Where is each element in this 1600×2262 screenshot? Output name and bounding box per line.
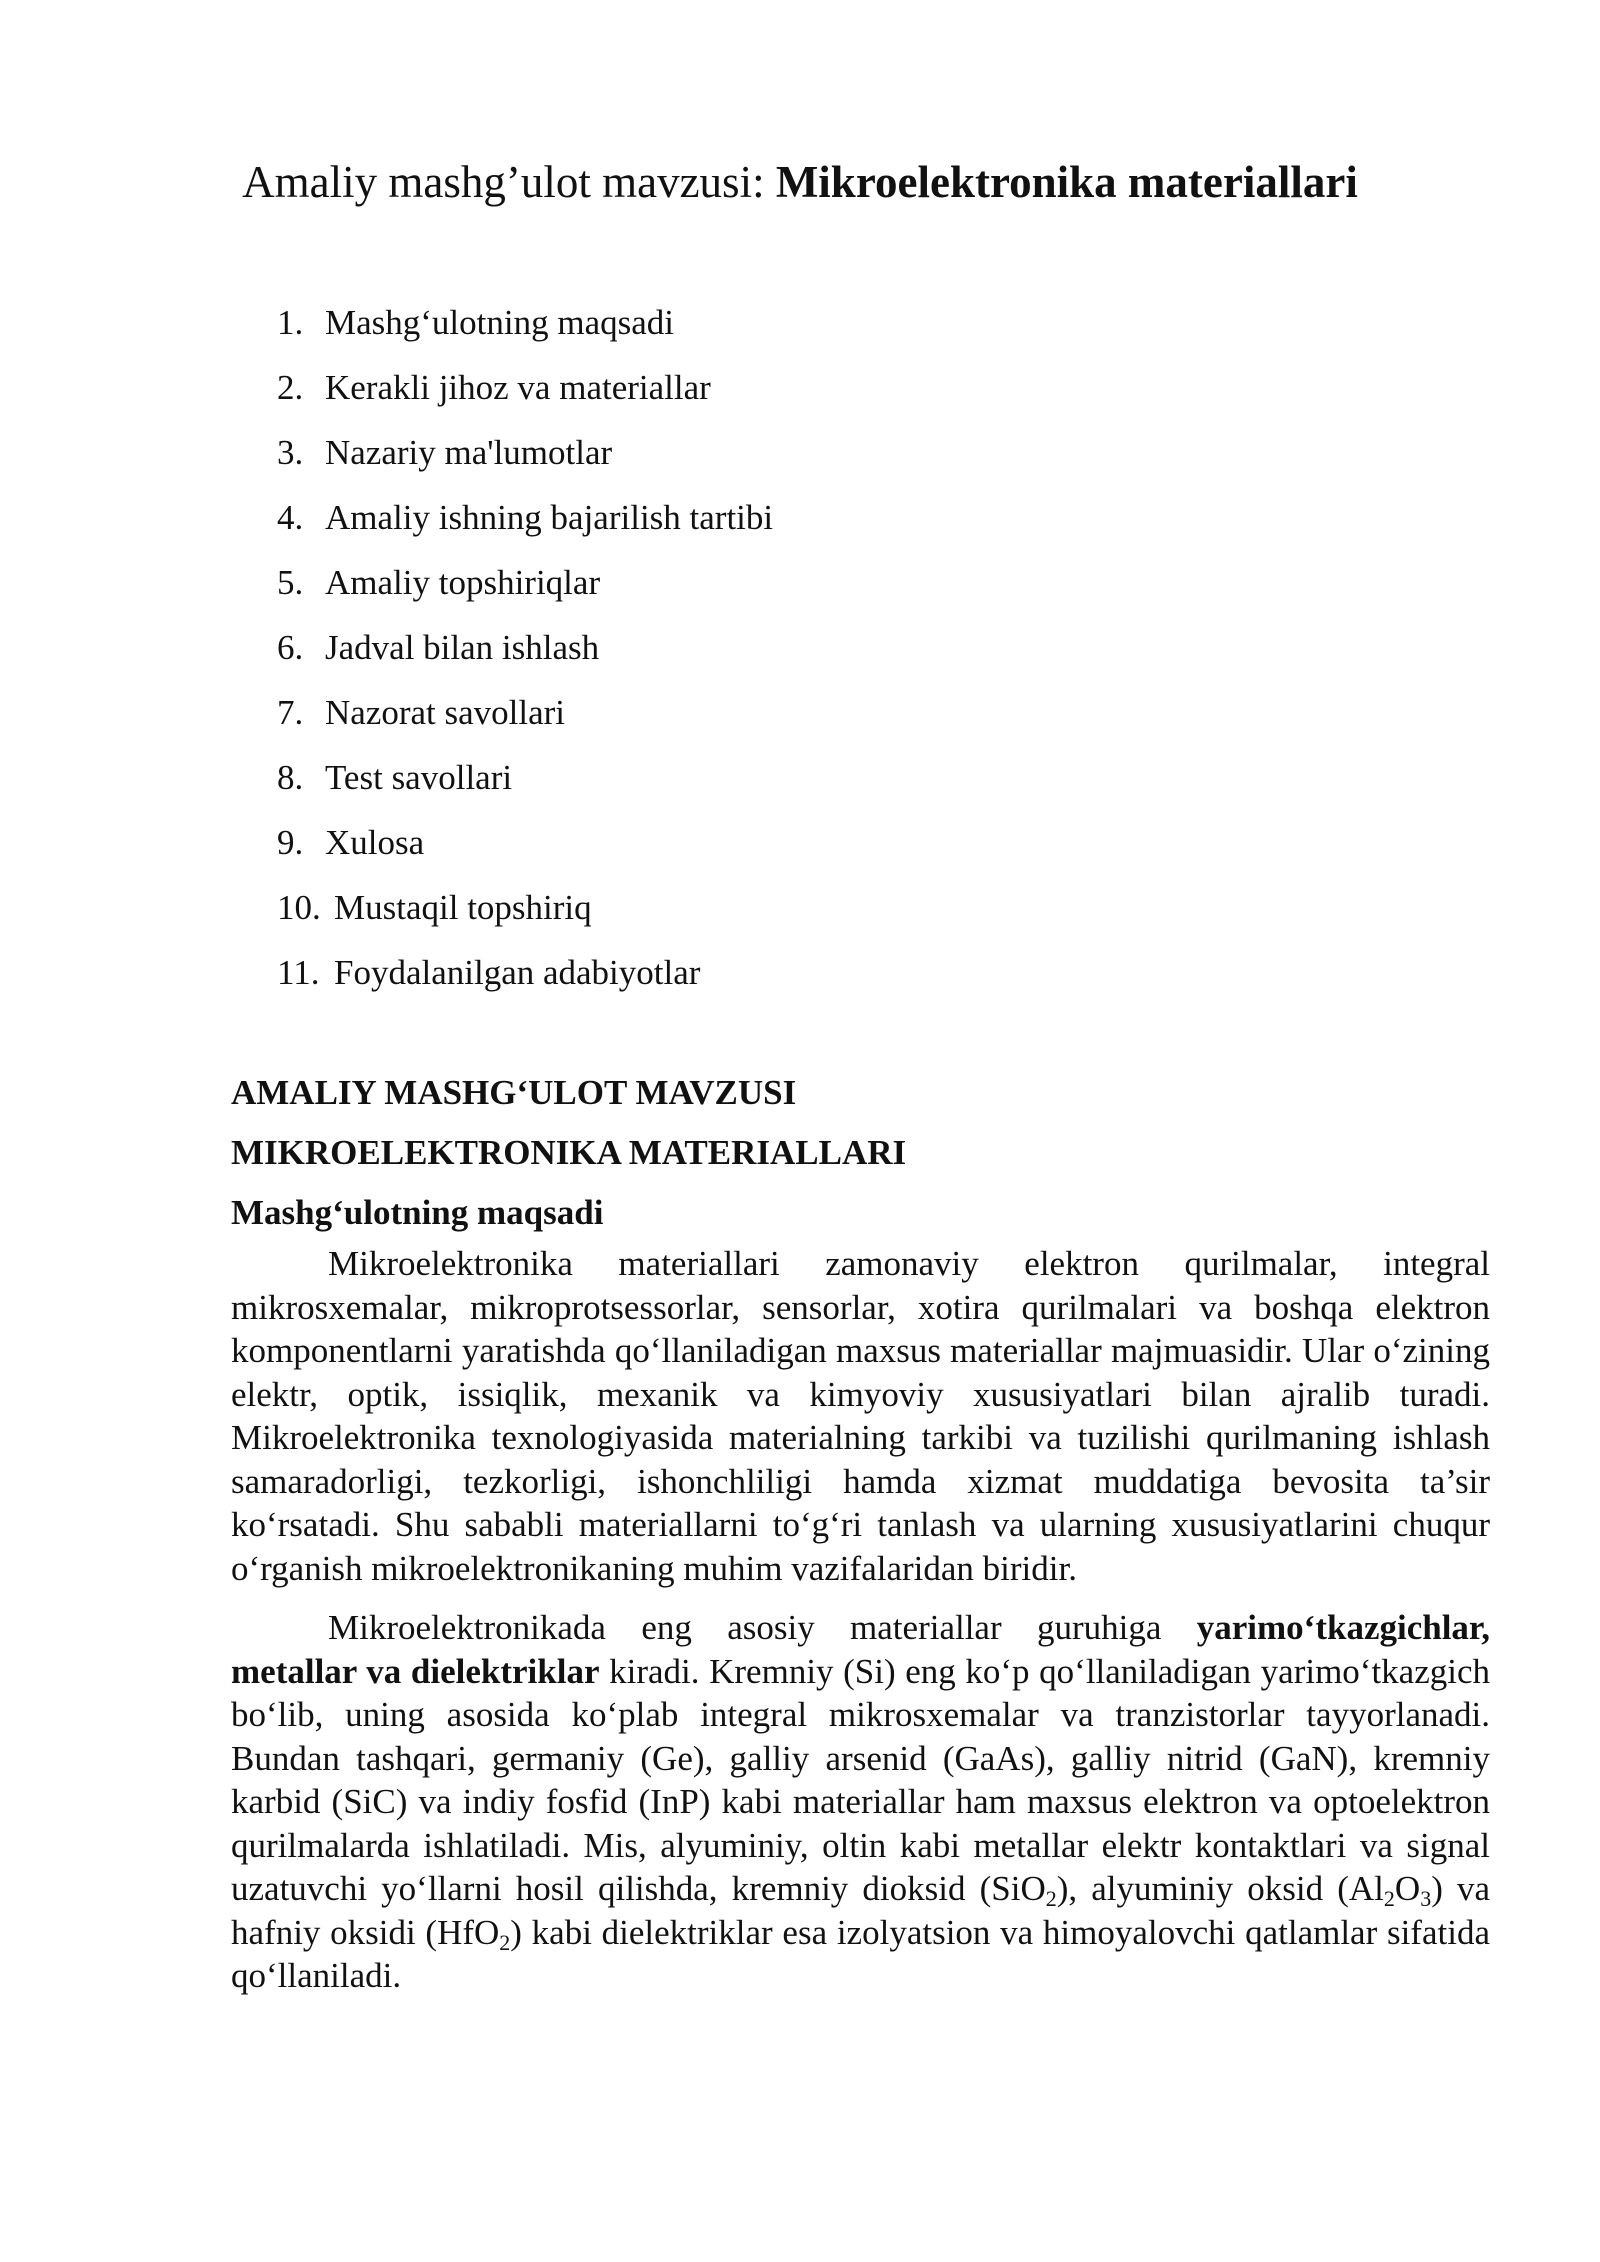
document-body: [231, 1070, 1490, 1998]
toc-item-label: Mustaqil topshiriq: [334, 888, 592, 927]
toc-item: [277, 420, 773, 485]
paragraph-bold-text: yarimo‘tkazgichlar, metallar va dielektriklar: [231, 1608, 1490, 1691]
topic-heading: AMALIY MASHG‘ULOT MAVZUSI: [231, 1073, 797, 1112]
toc-item: [277, 940, 773, 1005]
table-of-contents: [277, 290, 773, 1005]
toc-item-label: Xulosa: [325, 823, 425, 862]
document-title: [0, 152, 1600, 212]
subscript: 2: [1383, 1886, 1395, 1911]
title-bold-part: Mikroelektronika materiallari: [775, 157, 1358, 207]
toc-item-number: 7.: [277, 693, 304, 732]
toc-item-number: 6.: [277, 628, 304, 667]
toc-item-label: Amaliy ishning bajarilish tartibi: [325, 498, 774, 537]
toc-item-number: 3.: [277, 433, 304, 472]
toc-item: [277, 810, 773, 875]
toc-item-label: Test savollari: [325, 758, 513, 797]
toc-item-label: Foydalanilgan adabiyotlar: [334, 953, 701, 992]
title-regular-part: Amaliy mashg’ulot mavzusi:: [242, 157, 776, 207]
toc-item-number: 4.: [277, 498, 304, 537]
paragraph-text: kiradi. Kremniy (Si) eng ko‘p qo‘llaniladigan yarimo‘tkazgich bo‘lib, uning asosida ko‘plab integral mikrosxemalar va tranzistorlar tayyorlanadi. Bundan tashqari, germaniy (Ge), galliy arsenid (GaAs), galliy nitrid (GaN), kremniy karbid (SiC) va indiy fosfid (InP) kabi materiallar ham maxsus elektron va optoelektron qurilmalarda ishlatiladi. Mis, alyuminiy, oltin kabi metallar elektr kontaktlari va signal uzatuvchi yo‘llarni hosil qilishda, kremniy dioksid (SiO: [231, 1651, 1490, 1908]
paragraph-text: ) va hafniy oksidi (HfO: [231, 1869, 1491, 1952]
paragraph-text: ) kabi dielektriklar esa izolyatsion va himoyalovchi qatlamlar sifatida qo‘llaniladi.: [231, 1912, 1490, 1995]
subscript: 2: [1045, 1886, 1057, 1911]
toc-item: [277, 875, 773, 940]
toc-item-number: 8.: [277, 758, 304, 797]
goal-heading: Mashg‘ulotning maqsadi: [231, 1193, 604, 1232]
toc-item: [277, 290, 773, 355]
toc-item-number: 2.: [277, 368, 304, 407]
toc-item-label: Jadval bilan ishlash: [325, 628, 600, 667]
toc-item-label: Mashg‘ulotning maqsadi: [325, 303, 674, 342]
toc-item: [277, 680, 773, 745]
toc-item-number: 5.: [277, 563, 304, 602]
subject-heading: MIKROELEKTRONIKA MATERIALLARI: [231, 1133, 907, 1172]
subscript: 2: [499, 1929, 511, 1955]
toc-item: [277, 485, 773, 550]
paragraph-text: Mikroelektronikada eng asosiy materiallar guruhiga: [328, 1608, 1197, 1647]
paragraph-text: ), alyuminiy oksid (Al: [1056, 1869, 1384, 1908]
subscript: 3: [1420, 1886, 1432, 1911]
toc-item-label: Nazariy ma'lumotlar: [325, 433, 613, 472]
paragraph-text: O: [1394, 1869, 1421, 1908]
toc-item: [277, 745, 773, 810]
toc-item: [277, 550, 773, 615]
materials-paragraph: [231, 1606, 1490, 1998]
toc-item: [277, 615, 773, 680]
toc-item: [277, 355, 773, 420]
toc-item-number: 10.: [277, 888, 321, 927]
intro-paragraph: Mikroelektronika materiallari zamonaviy elektron qurilmalar, integral mikrosxemalar, mikroprotsessorlar, sensorlar, xotira qurilmalari va boshqa elektron komponentlarni yaratishda qo‘llaniladigan maxsus materiallar majmuasidir. Ular o‘zining elektr, optik, issiqlik, mexanik va kimyoviy xususiyatlari bilan ajralib turadi. Mikroelektronika texnologiyasida materialning tarkibi va tuzilishi qurilmaning ishlash samaradorligi, tezkorligi, ishonchliligi hamda xizmat muddatiga bevosita ta’sir ko‘rsatadi. Shu sababli materiallarni to‘g‘ri tanlash va ularning xususiyatlarini chuqur o‘rganish mikroelektronikaning muhim vazifalaridan biridir.: [231, 1244, 1490, 1588]
toc-item-number: 1.: [277, 303, 304, 342]
toc-item-number: 9.: [277, 823, 304, 862]
toc-item-label: Amaliy topshiriqlar: [325, 563, 601, 602]
toc-item-number: 11.: [277, 953, 320, 992]
toc-item-label: Nazorat savollari: [325, 693, 566, 732]
toc-item-label: Kerakli jihoz va materiallar: [325, 368, 711, 407]
